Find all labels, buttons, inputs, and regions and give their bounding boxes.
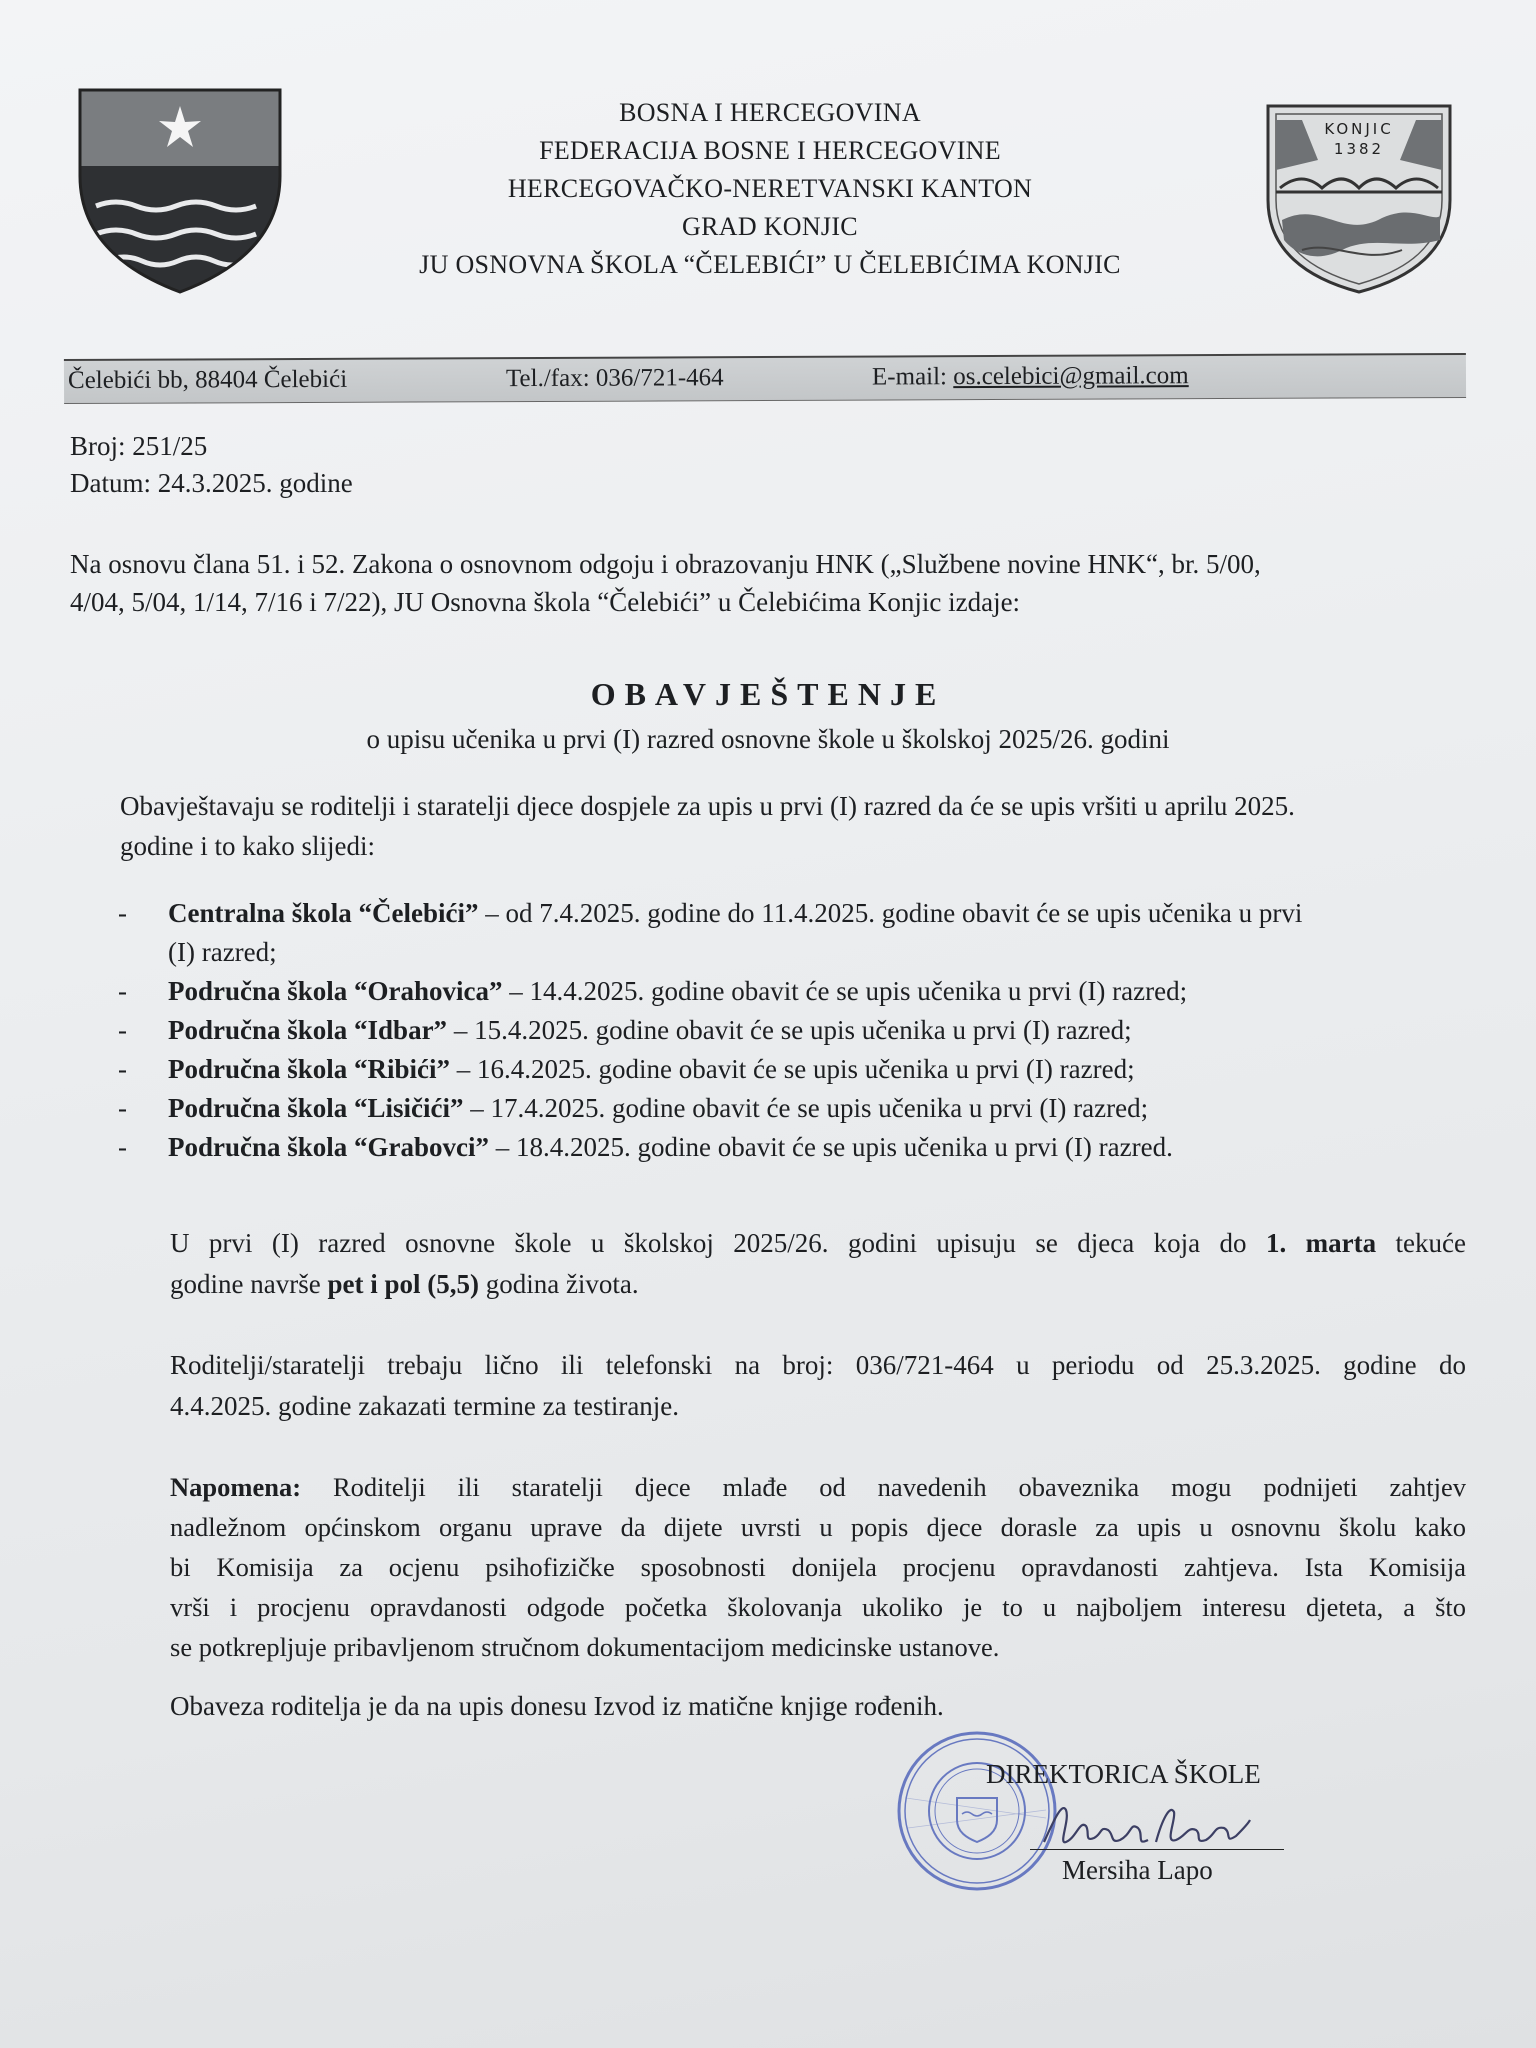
list-dash: - bbox=[118, 1054, 127, 1084]
paragraph-line bbox=[170, 1223, 1466, 1264]
text-run: tekuće bbox=[1376, 1228, 1467, 1258]
text-run: godine navrše bbox=[170, 1269, 328, 1299]
document-subtitle: o upisu učenika u prvi (I) razred osnovne škole u školskoj 2025/26. godini bbox=[366, 724, 1170, 754]
list-dash: - bbox=[118, 1093, 127, 1123]
list-dash: - bbox=[118, 1015, 127, 1045]
list-dash: - bbox=[118, 976, 127, 1006]
intro-line: 4/04, 5/04, 1/14, 7/16 i 7/22), JU Osnovna škola “Čelebići” u Čelebićima Konjic izdaje: bbox=[70, 587, 1021, 617]
signature-line bbox=[1030, 1849, 1284, 1850]
canton-crest-icon bbox=[76, 86, 284, 294]
schedule-list bbox=[118, 894, 1478, 1167]
announcement-paragraph bbox=[120, 786, 1470, 866]
schedule-text: – 14.4.2025. godine obavit će se upis učenika u prvi (I) razred; bbox=[502, 976, 1188, 1006]
crest-city-text: KONJIC bbox=[1324, 120, 1394, 138]
signatory-name: Mersiha Lapo bbox=[1062, 1855, 1213, 1885]
school-name: Područna škola “Ribići” bbox=[168, 1054, 451, 1084]
contact-email-link[interactable]: os.celebici@gmail.com bbox=[953, 362, 1189, 391]
paragraph-line: 4.4.2025. godine zakazati termine za testiranje. bbox=[170, 1391, 680, 1421]
school-name: Područna škola “Orahovica” bbox=[168, 976, 503, 1006]
text-run: Roditelji ili staratelji djece mlađe od navedenih obaveznika mogu podnijeti zahtjev bbox=[301, 1472, 1466, 1502]
note-label: Napomena: bbox=[170, 1472, 302, 1502]
document-date: Datum: 24.3.2025. godine bbox=[70, 468, 353, 498]
paragraph-line: Obavještavaju se roditelji i staratelji djece dospjele za upis u prvi (I) razred da će se upis vršiti u aprilu 2025. bbox=[120, 791, 1295, 821]
contact-email-block bbox=[872, 362, 1189, 391]
schedule-text: – od 7.4.2025. godine do 11.4.2025. godine obavit će se upis učenika u prvi bbox=[478, 898, 1303, 928]
document-number: Broj: 251/25 bbox=[70, 431, 208, 461]
konjic-crest-icon bbox=[1262, 100, 1456, 296]
schedule-text: – 15.4.2025. godine obavit će se upis učenika u prvi (I) razred; bbox=[447, 1015, 1132, 1045]
schedule-text: – 18.4.2025. godine obavit će se upis učenika u prvi (I) razred. bbox=[489, 1132, 1173, 1162]
testing-paragraph bbox=[170, 1345, 1466, 1427]
text-run: U prvi (I) razred osnovne škole u školskoj 2025/26. godini upisuju se djeca koja do bbox=[170, 1228, 1266, 1258]
school-name: Područna škola “Lisičići” bbox=[168, 1093, 464, 1123]
paragraph-line: Roditelji/staratelji trebaju lično ili telefonski na broj: 036/721-464 u periodu od 25.3.2025. godine do bbox=[170, 1350, 1466, 1380]
intro-line: Na osnovu člana 51. i 52. Zakona o osnovnom odgoju i obrazovanju HNK („Službene novine HNK“, br. 5/00, bbox=[70, 549, 1261, 579]
header-line: BOSNA I HERCEGOVINA bbox=[619, 98, 921, 127]
contact-address: Čelebići bb, 88404 Čelebići bbox=[67, 365, 348, 395]
list-dash: - bbox=[118, 898, 127, 928]
bold-age: pet i pol (5,5) bbox=[327, 1269, 479, 1299]
document-title: OBAVJEŠTENJE bbox=[590, 676, 946, 712]
contact-band bbox=[64, 353, 1466, 404]
list-item bbox=[118, 1089, 1478, 1128]
list-item bbox=[118, 894, 1478, 933]
eligibility-paragraph bbox=[170, 1223, 1466, 1305]
header-line: GRAD KONJIC bbox=[682, 212, 858, 241]
crest-year-text: 1382 bbox=[1333, 140, 1385, 158]
intro-paragraph bbox=[70, 545, 1470, 621]
list-item-continuation: (I) razred; bbox=[168, 937, 277, 967]
contact-phone: Tel./fax: 036/721-464 bbox=[505, 364, 724, 393]
obligation-paragraph: Obaveza roditelja je da na upis donesu Izvod iz matične knjige rođenih. bbox=[170, 1691, 944, 1721]
school-name: Područna škola “Idbar” bbox=[168, 1015, 448, 1045]
contact-email-label: E-mail: bbox=[871, 363, 954, 391]
list-item bbox=[118, 1050, 1478, 1089]
paragraph-line: nadležnom općinskom organu uprave da dijete uvrsti u popis djece dorasle za upis u osnovnu školu kako bbox=[170, 1512, 1466, 1542]
paragraph-line: se potkrepljuje pribavljenom stručnom dokumentacijom medicinske ustanove. bbox=[170, 1632, 1000, 1662]
schedule-text: – 16.4.2025. godine obavit će se upis učenika u prvi (I) razred; bbox=[450, 1054, 1135, 1084]
paragraph-line bbox=[170, 1467, 1466, 1507]
paragraph-line: vrši i procjenu opravdanosti odgode početka školovanja ukoliko je to u najboljem interesu djeteta, a što bbox=[170, 1592, 1466, 1622]
note-paragraph bbox=[170, 1467, 1466, 1667]
paragraph-line: bi Komisija za ocjenu psihofizičke sposobnosti donijela procjenu opravdanosti zahtjeva. Ista Komisija bbox=[170, 1552, 1466, 1582]
text-run: godina života. bbox=[478, 1269, 639, 1299]
paragraph-line bbox=[170, 1269, 639, 1299]
signature-title: DIREKTORICA ŠKOLE bbox=[986, 1759, 1261, 1789]
header-institution-lines bbox=[330, 94, 1210, 284]
list-item bbox=[118, 1128, 1478, 1167]
list-dash: - bbox=[118, 1132, 127, 1162]
header-line: JU OSNOVNA ŠKOLA “ČELEBIĆI” U ČELEBIĆIMA KONJIC bbox=[419, 250, 1121, 279]
list-item bbox=[118, 972, 1478, 1011]
schedule-text: – 17.4.2025. godine obavit će se upis učenika u prvi (I) razred; bbox=[463, 1093, 1149, 1123]
header-line: FEDERACIJA BOSNE I HERCEGOVINE bbox=[539, 136, 1001, 165]
list-item bbox=[118, 1011, 1478, 1050]
school-name: Centralna škola “Čelebići” bbox=[168, 898, 479, 928]
bold-date: 1. marta bbox=[1265, 1228, 1377, 1258]
header-line: HERCEGOVAČKO-NERETVANSKI KANTON bbox=[507, 174, 1033, 203]
document-meta bbox=[70, 428, 353, 502]
paragraph-line: godine i to kako slijedi: bbox=[120, 831, 375, 861]
school-name: Područna škola “Grabovci” bbox=[168, 1132, 490, 1162]
